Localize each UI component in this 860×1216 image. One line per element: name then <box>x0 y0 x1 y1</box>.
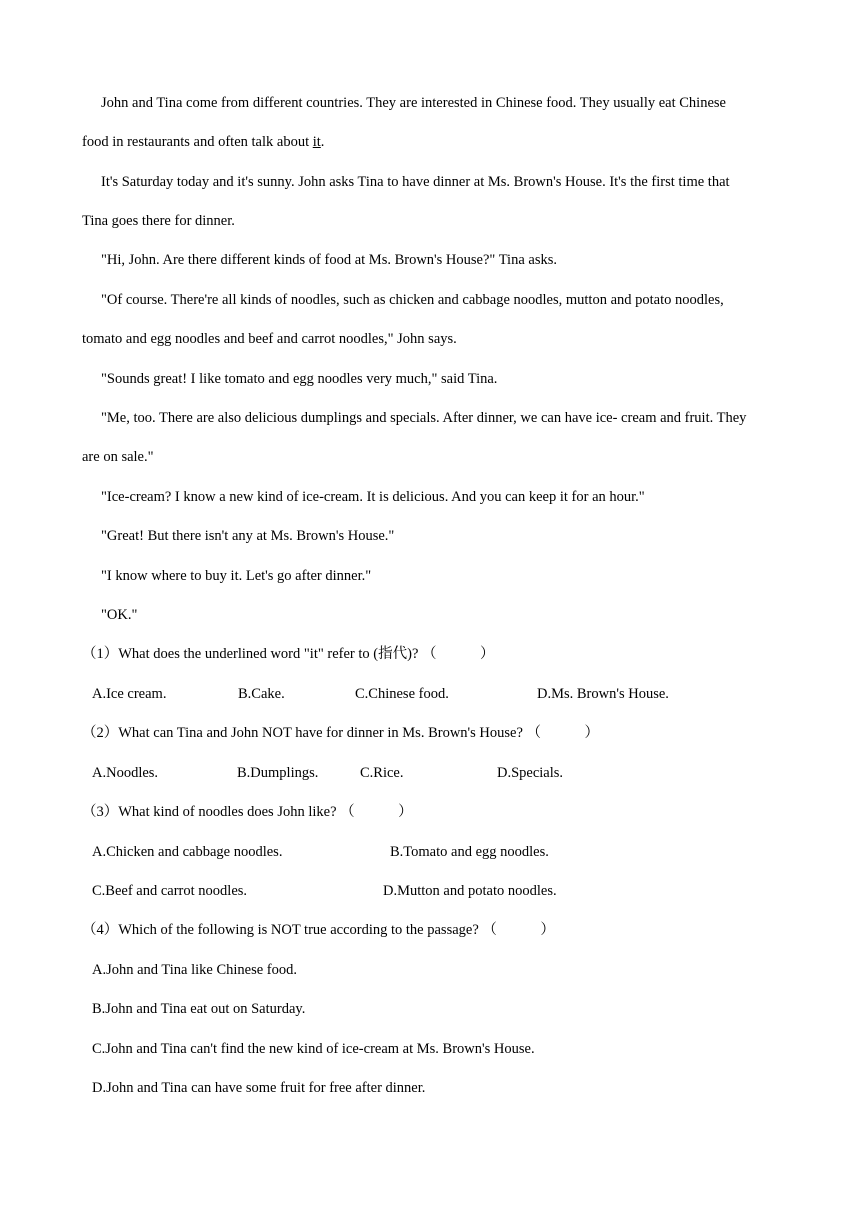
question-4-stem: （4）Which of the following is NOT true according to the passage? （ ） <box>82 922 555 938</box>
paragraph-1-line-1: John and Tina come from different countries. They are interested in Chinese food. They usually eat Chinese <box>101 95 726 111</box>
paragraph-3: "Hi, John. Are there different kinds of food at Ms. Brown's House?" Tina asks. <box>101 252 557 268</box>
question-3-option-d[interactable]: D.Mutton and potato noodles. <box>383 883 557 899</box>
question-1-option-d[interactable]: D.Ms. Brown's House. <box>537 686 669 702</box>
question-4-option-b[interactable]: B.John and Tina eat out on Saturday. <box>92 1001 306 1017</box>
paragraph-10: "OK." <box>101 607 138 623</box>
paragraph-7: "Ice-cream? I know a new kind of ice-cream. It is delicious. And you can keep it for an hour." <box>101 489 645 505</box>
question-1-option-c[interactable]: C.Chinese food. <box>355 686 449 702</box>
paragraph-1-line-2 <box>82 133 324 151</box>
question-2-option-c[interactable]: C.Rice. <box>360 765 404 781</box>
question-2-option-d[interactable]: D.Specials. <box>497 765 564 781</box>
question-4-option-c[interactable]: C.John and Tina can't find the new kind of ice-cream at Ms. Brown's House. <box>92 1041 535 1057</box>
paragraph-2-line-1: It's Saturday today and it's sunny. John asks Tina to have dinner at Ms. Brown's House. It's the first time that <box>101 174 730 190</box>
text-segment: food in restaurants and often talk about <box>82 134 313 150</box>
paragraph-6-line-1: "Me, too. There are also delicious dumplings and specials. After dinner, we can have ice- cream and fruit. They <box>101 410 747 426</box>
text-segment: . <box>320 134 325 150</box>
paragraph-8: "Great! But there isn't any at Ms. Brown's House." <box>101 528 395 544</box>
question-4-option-d[interactable]: D.John and Tina can have some fruit for free after dinner. <box>92 1080 426 1096</box>
question-1-option-b[interactable]: B.Cake. <box>238 686 285 702</box>
paragraph-2-line-2: Tina goes there for dinner. <box>82 213 235 229</box>
question-4-option-a[interactable]: A.John and Tina like Chinese food. <box>92 962 298 978</box>
paragraph-4-line-1: "Of course. There're all kinds of noodles, such as chicken and cabbage noodles, mutton and potato noodles, <box>101 292 724 308</box>
paragraph-6-line-2: are on sale." <box>82 449 154 465</box>
paragraph-4-line-2: tomato and egg noodles and beef and carrot noodles," John says. <box>82 331 457 347</box>
question-3-option-c[interactable]: C.Beef and carrot noodles. <box>92 883 248 899</box>
underlined-word: it <box>312 134 321 150</box>
question-3-stem: （3）What kind of noodles does John like? （ ） <box>82 804 413 820</box>
paragraph-5: "Sounds great! I like tomato and egg noodles very much," said Tina. <box>101 371 498 387</box>
question-2-option-b[interactable]: B.Dumplings. <box>237 765 319 781</box>
paragraph-9: "I know where to buy it. Let's go after dinner." <box>101 568 372 584</box>
question-1-stem: （1）What does the underlined word "it" refer to (指代)? （ ） <box>82 646 495 662</box>
question-3-option-a[interactable]: A.Chicken and cabbage noodles. <box>92 844 283 860</box>
question-1-option-a[interactable]: A.Ice cream. <box>92 686 167 702</box>
question-2-option-a[interactable]: A.Noodles. <box>92 765 159 781</box>
question-2-stem: （2）What can Tina and John NOT have for dinner in Ms. Brown's House? （ ） <box>82 725 600 741</box>
question-3-option-b[interactable]: B.Tomato and egg noodles. <box>390 844 549 860</box>
